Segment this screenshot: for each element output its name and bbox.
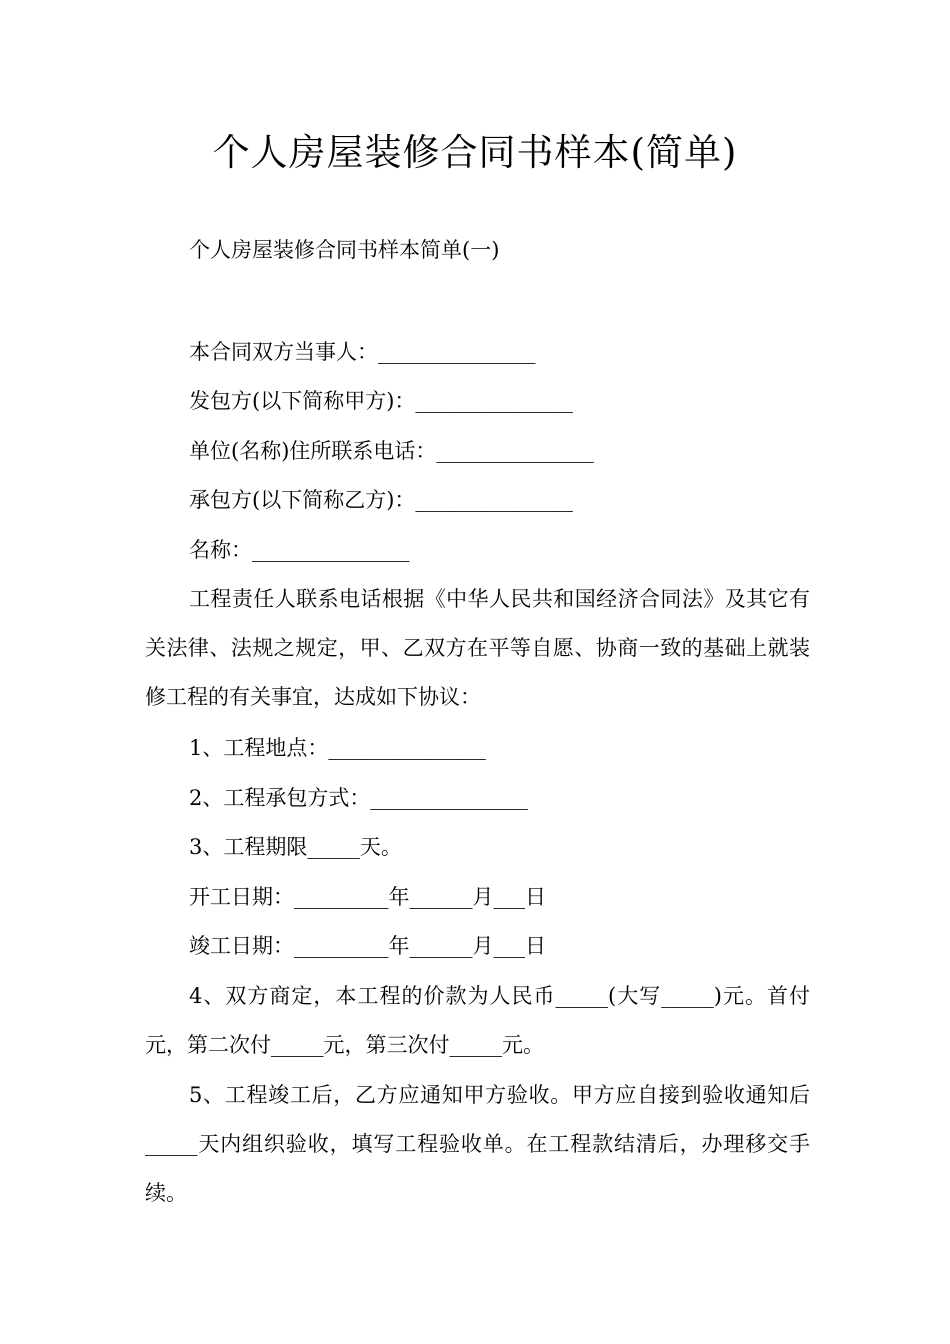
party-line-employer: 发包方(以下简称甲方)：_______________ bbox=[189, 389, 573, 413]
party-line-contractor-name: 名称：_______________ bbox=[189, 538, 410, 562]
clause-completion-date: 竣工日期：_________年______月___日 bbox=[189, 934, 546, 958]
party-line-contractor: 承包方(以下简称乙方)：_______________ bbox=[189, 488, 573, 512]
clause-acceptance-paragraph: 5、工程竣工后，乙方应通知甲方验收。甲方应自接到验收通知后_____天内组织验收，填写工程验收单。在工程款结清后，办理移交手续。 bbox=[145, 1083, 810, 1205]
document-subtitle: 个人房屋装修合同书样本简单(一) bbox=[189, 238, 500, 262]
party-line-employer-address-phone: 单位(名称)住所联系电话：_______________ bbox=[189, 439, 594, 463]
document-title: 个人房屋装修合同书样本(简单) bbox=[212, 131, 738, 174]
clause-project-duration: 3、工程期限_____天。 bbox=[189, 835, 402, 859]
clause-contract-method: 2、工程承包方式：_______________ bbox=[189, 786, 528, 810]
clause-project-location: 1、工程地点：_______________ bbox=[189, 736, 486, 760]
clause-price-paragraph: 4、双方商定，本工程的价款为人民币_____(大写_____)元。首付元，第二次付_____元，第三次付_____元。 bbox=[145, 984, 810, 1057]
clause-start-date: 开工日期：_________年______月___日 bbox=[189, 885, 546, 909]
preamble-paragraph: 工程责任人联系电话根据《中华人民共和国经济合同法》及其它有关法律、法规之规定，甲、乙双方在平等自愿、协商一致的基础上就装修工程的有关事宜，达成如下协议： bbox=[145, 587, 810, 709]
party-line-contract-parties: 本合同双方当事人：_______________ bbox=[189, 340, 536, 364]
